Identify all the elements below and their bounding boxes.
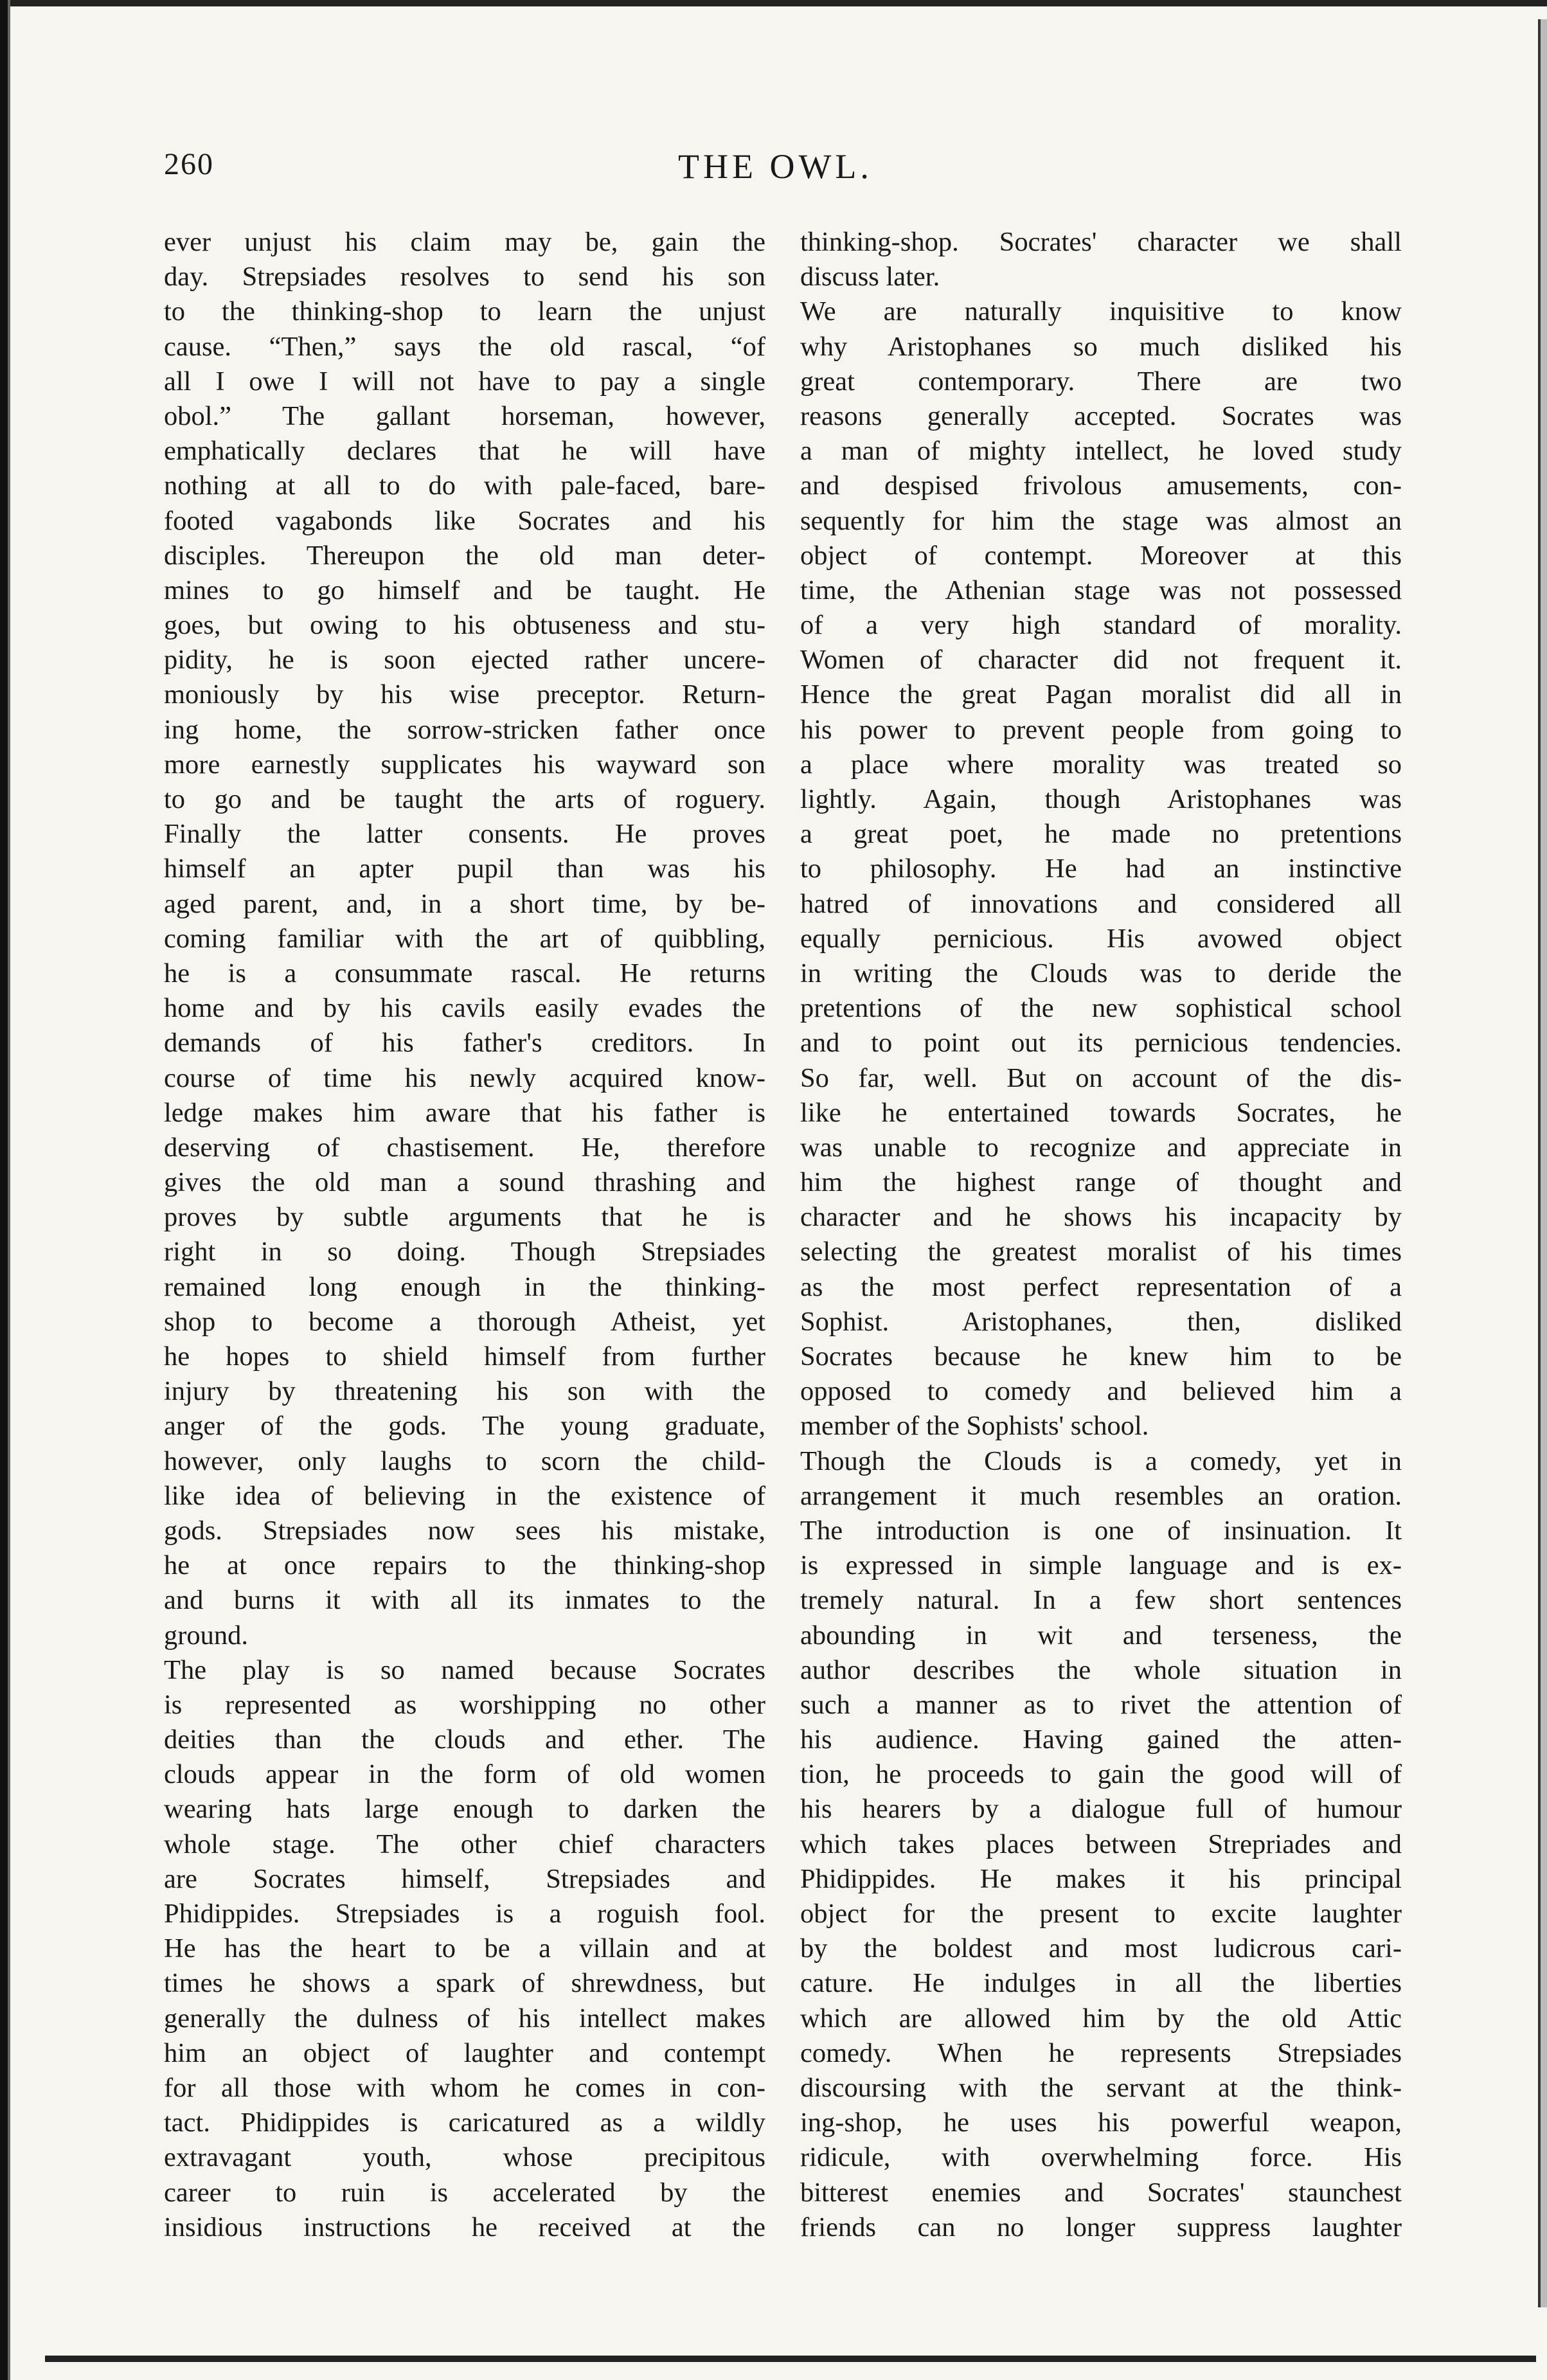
text-line: thinking-shop. Socrates' character we shall — [800, 227, 1402, 257]
text-line: friends can no longer suppress laughter — [800, 2212, 1402, 2242]
text-line: discuss later. — [800, 262, 940, 292]
text-line: remained long enough in the thinking- — [164, 1271, 765, 1302]
text-line: equally pernicious. His avowed object — [800, 923, 1402, 954]
text-line: home and by his cavils easily evades the — [164, 993, 765, 1024]
scan-edge-right — [1529, 19, 1547, 2307]
text-line: obol.” The gallant horseman, however, — [164, 400, 765, 431]
text-line: why Aristophanes so much disliked his — [800, 331, 1402, 362]
text-line: for all those with whom he comes in con- — [164, 2072, 765, 2103]
text-line: which takes places between Strepriades and — [800, 1829, 1402, 1859]
text-line: coming familiar with the art of quibbling, — [164, 923, 765, 954]
text-line: goes, but owing to his obtuseness and stu- — [164, 610, 765, 641]
text-column-right — [800, 225, 1402, 2245]
text-line: comedy. When he represents Strepsiades — [800, 2037, 1402, 2068]
text-line: and burns it with all its inmates to the — [164, 1585, 765, 1616]
text-line: So far, well. But on account of the dis- — [800, 1062, 1402, 1093]
text-line: selecting the greatest moralist of his times — [800, 1237, 1402, 1267]
text-line: deserving of chastisement. He, therefore — [164, 1132, 765, 1163]
text-line: tion, he proceeds to gain the good will of — [800, 1759, 1402, 1790]
text-line: anger of the gods. The young graduate, — [164, 1411, 765, 1442]
text-line: disciples. Thereupon the old man deter- — [164, 540, 765, 571]
text-line: such a manner as to rivet the attention of — [800, 1689, 1402, 1720]
scan-edge-top — [0, 0, 1547, 6]
text-line: opposed to comedy and believed him a — [800, 1376, 1402, 1407]
text-line: and despised frivolous amusements, con- — [800, 470, 1402, 501]
text-line: extravagant youth, whose precipitous — [164, 2142, 765, 2173]
text-line: him the highest range of thought and — [800, 1167, 1402, 1198]
text-column-left — [164, 225, 765, 2245]
text-line: We are naturally inquisitive to know — [800, 296, 1402, 327]
text-line: he at once repairs to the thinking-shop — [164, 1550, 765, 1581]
text-line: great contemporary. There are two — [800, 366, 1402, 397]
text-line: abounding in wit and terseness, the — [800, 1620, 1402, 1651]
text-line: bitterest enemies and Socrates' staunchest — [800, 2177, 1402, 2208]
text-line: by the boldest and most ludicrous cari- — [800, 1933, 1402, 1964]
text-line: is represented as worshipping no other — [164, 1689, 765, 1720]
scan-edge-left — [0, 0, 22, 2380]
text-line: and to point out its pernicious tendencies. — [800, 1028, 1402, 1059]
text-line: aged parent, and, in a short time, by be- — [164, 888, 765, 919]
text-line: object for the present to excite laughter — [800, 1899, 1402, 1929]
text-line: more earnestly supplicates his wayward son — [164, 749, 765, 780]
text-line: himself an apter pupil than was his — [164, 854, 765, 884]
text-line: Hence the great Pagan moralist did all in — [800, 679, 1402, 710]
text-line: member of the Sophists' school. — [800, 1411, 1149, 1442]
text-line: emphatically declares that he will have — [164, 436, 765, 467]
text-line: demands of his father's creditors. In — [164, 1028, 765, 1059]
text-line: character and he shows his incapacity by — [800, 1202, 1402, 1233]
text-line: career to ruin is accelerated by the — [164, 2177, 765, 2208]
text-line: Women of character did not frequent it. — [800, 645, 1402, 676]
text-line: Finally the latter consents. He proves — [164, 819, 765, 850]
text-line: footed vagabonds like Socrates and his — [164, 505, 765, 536]
text-line: Socrates because he knew him to be — [800, 1341, 1402, 1372]
text-line: shop to become a thorough Atheist, yet — [164, 1306, 765, 1337]
text-line: ever unjust his claim may be, gain the — [164, 227, 765, 257]
text-line: to the thinking-shop to learn the unjust — [164, 296, 765, 327]
text-line: clouds appear in the form of old women — [164, 1759, 765, 1790]
text-line: gives the old man a sound thrashing and — [164, 1167, 765, 1198]
text-line: times he shows a spark of shrewdness, but — [164, 1968, 765, 1999]
text-line: tact. Phidippides is caricatured as a wildly — [164, 2107, 765, 2138]
text-line: sequently for him the stage was almost an — [800, 505, 1402, 536]
text-line: course of time his newly acquired know- — [164, 1062, 765, 1093]
page-header — [164, 147, 1404, 204]
text-line: of a very high standard of morality. — [800, 610, 1402, 641]
text-line: ridicule, with overwhelming force. His — [800, 2142, 1402, 2173]
text-line: lightly. Again, though Aristophanes was — [800, 784, 1402, 814]
text-line: cature. He indulges in all the liberties — [800, 1968, 1402, 1999]
text-line: a man of mighty intellect, he loved study — [800, 436, 1402, 467]
text-line: hatred of innovations and considered all — [800, 888, 1402, 919]
text-line: nothing at all to do with pale-faced, bare- — [164, 470, 765, 501]
text-line: insidious instructions he received at the — [164, 2212, 765, 2242]
text-line: ground. — [164, 1620, 249, 1651]
text-line: author describes the whole situation in — [800, 1654, 1402, 1685]
text-line: discoursing with the servant at the think- — [800, 2072, 1402, 2103]
text-line: pretentions of the new sophistical school — [800, 993, 1402, 1024]
text-line: Sophist. Aristophanes, then, disliked — [800, 1306, 1402, 1337]
text-line: is expressed in simple language and is ex- — [800, 1550, 1402, 1581]
text-line: cause. “Then,” says the old rascal, “of — [164, 331, 765, 362]
text-line: proves by subtle arguments that he is — [164, 1202, 765, 1233]
text-line: which are allowed him by the old Attic — [800, 2003, 1402, 2034]
text-line: however, only laughs to scorn the child- — [164, 1445, 765, 1476]
text-line: gods. Strepsiades now sees his mistake, — [164, 1515, 765, 1546]
text-line: Phidippides. Strepsiades is a roguish fool. — [164, 1899, 765, 1929]
text-line: as the most perfect representation of a — [800, 1271, 1402, 1302]
text-line: in writing the Clouds was to deride the — [800, 958, 1402, 989]
running-title: THE OWL. — [678, 147, 873, 186]
text-line: he is a consummate rascal. He returns — [164, 958, 765, 989]
text-line: injury by threatening his son with the — [164, 1376, 765, 1407]
text-line: was unable to recognize and appreciate in — [800, 1132, 1402, 1163]
text-line: to philosophy. He had an instinctive — [800, 854, 1402, 884]
page-number: 260 — [164, 147, 214, 181]
text-line: reasons generally accepted. Socrates was — [800, 400, 1402, 431]
text-line: object of contempt. Moreover at this — [800, 540, 1402, 571]
text-line: like idea of believing in the existence of — [164, 1480, 765, 1511]
text-line: deities than the clouds and ether. The — [164, 1724, 765, 1755]
text-line: he hopes to shield himself from further — [164, 1341, 765, 1372]
text-line: him an object of laughter and contempt — [164, 2037, 765, 2068]
text-line: ledge makes him aware that his father is — [164, 1097, 765, 1128]
text-line: his audience. Having gained the atten- — [800, 1724, 1402, 1755]
text-line: right in so doing. Though Strepsiades — [164, 1237, 765, 1267]
text-line: whole stage. The other chief characters — [164, 1829, 765, 1859]
text-line: to go and be taught the arts of roguery. — [164, 784, 765, 814]
text-line: his hearers by a dialogue full of humour — [800, 1794, 1402, 1825]
text-line: ing home, the sorrow-stricken father once — [164, 714, 765, 745]
text-line: mines to go himself and be taught. He — [164, 575, 765, 605]
scan-edge-bottom — [45, 2356, 1536, 2362]
text-line: The play is so named because Socrates — [164, 1654, 765, 1685]
text-line: moniously by his wise preceptor. Return- — [164, 679, 765, 710]
text-line: The introduction is one of insinuation. It — [800, 1515, 1402, 1546]
text-line: day. Strepsiades resolves to send his son — [164, 262, 765, 292]
text-line: wearing hats large enough to darken the — [164, 1794, 765, 1825]
text-line: arrangement it much resembles an oration. — [800, 1480, 1402, 1511]
text-line: are Socrates himself, Strepsiades and — [164, 1863, 765, 1894]
text-line: like he entertained towards Socrates, he — [800, 1097, 1402, 1128]
text-line: Though the Clouds is a comedy, yet in — [800, 1445, 1402, 1476]
text-line: his power to prevent people from going to — [800, 714, 1402, 745]
text-line: pidity, he is soon ejected rather uncere- — [164, 645, 765, 676]
text-line: all I owe I will not have to pay a single — [164, 366, 765, 397]
text-line: generally the dulness of his intellect makes — [164, 2003, 765, 2034]
text-line: He has the heart to be a villain and at — [164, 1933, 765, 1964]
text-line: a place where morality was treated so — [800, 749, 1402, 780]
text-line: a great poet, he made no pretentions — [800, 819, 1402, 850]
text-line: tremely natural. In a few short sentences — [800, 1585, 1402, 1616]
text-line: ing-shop, he uses his powerful weapon, — [800, 2107, 1402, 2138]
text-line: Phidippides. He makes it his principal — [800, 1863, 1402, 1894]
text-line: time, the Athenian stage was not possessed — [800, 575, 1402, 605]
